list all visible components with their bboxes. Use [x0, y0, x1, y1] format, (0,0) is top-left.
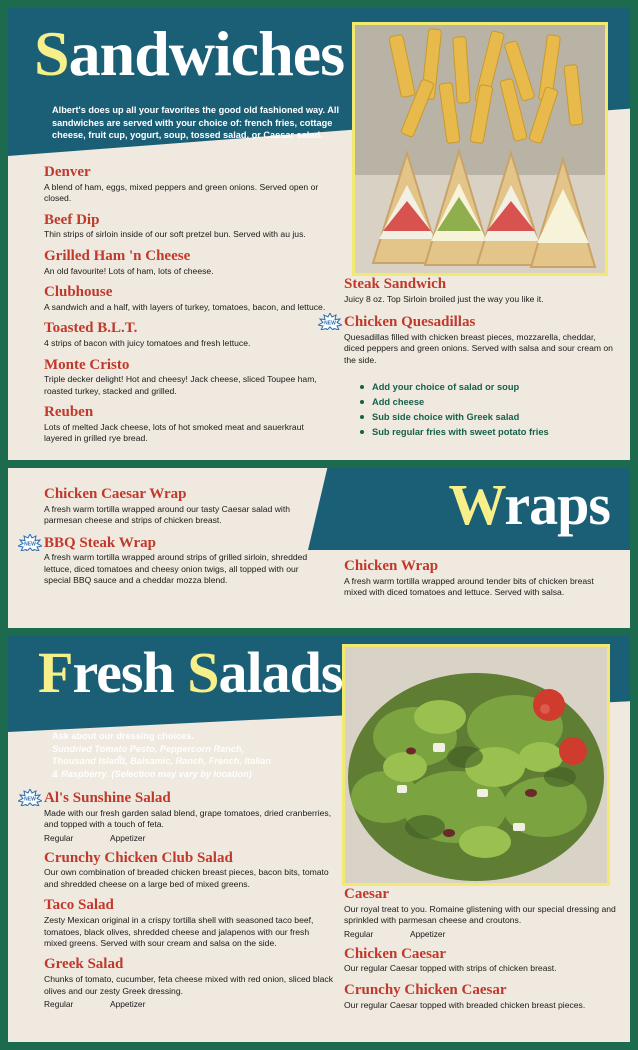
menu-item: [344, 558, 616, 599]
sandwiches-title-rest: andwiches: [68, 18, 345, 89]
salads-left-column: [24, 790, 334, 1016]
salad-photo: [342, 644, 610, 886]
item-desc: Juicy 8 oz. Top Sirloin broiled just the way you like it.: [344, 293, 544, 304]
sandwiches-title: [34, 18, 345, 89]
size-regular: Regular: [44, 998, 74, 1009]
menu-item: [44, 897, 334, 949]
item-desc: Our regular Caesar topped with strips of chicken breast.: [344, 963, 557, 974]
menu-item: [44, 404, 326, 445]
salads-right-column: [344, 886, 616, 1018]
item-name: Clubhouse: [44, 284, 113, 301]
menu-item: [344, 946, 616, 975]
item-name: BBQ Steak Wrap: [44, 534, 156, 551]
menu-item: [44, 164, 326, 205]
sandwiches-title-cap: S: [34, 18, 69, 89]
menu-item: [324, 314, 614, 366]
menu-item: [44, 357, 326, 398]
item-name: Chicken Quesadillas: [344, 314, 476, 331]
sandwich-photo-illustration: [355, 25, 605, 273]
item-desc: A sandwich and a half, with layers of turkey, tomatoes, bacon, and lettuce.: [44, 301, 326, 312]
sandwiches-left-column: [44, 164, 326, 452]
section-salads: [8, 636, 630, 1042]
menu-item: [44, 284, 326, 313]
item-name: Chicken Wrap: [344, 558, 439, 574]
item-desc: 4 strips of bacon with juicy tomatoes and fresh lettuce.: [44, 338, 251, 349]
item-name: Monte Cristo: [44, 356, 130, 373]
blurb-line: Thousand Island, Balsamic, Ranch, French, Italian: [52, 756, 272, 767]
sandwiches-right-column: [324, 276, 614, 373]
item-desc: Our regular Caesar topped with breaded chicken breast pieces.: [344, 999, 586, 1010]
size-appetizer: Appetizer: [110, 998, 146, 1009]
new-badge-icon: [18, 534, 42, 551]
item-desc: Chunks of tomato, cucumber, feta cheese mixed with red onion, sliced black olives and our zesty Greek dressing.: [44, 974, 333, 996]
new-badge-icon: [18, 789, 42, 806]
size-appetizer: Appetizer: [110, 832, 146, 843]
item-name: Steak Sandwich: [344, 276, 447, 292]
menu-item: [24, 790, 334, 843]
wraps-title: [448, 472, 610, 537]
svg-text:NEW: NEW: [24, 541, 36, 548]
addon-item: Add your choice of salad or soup: [360, 382, 610, 392]
wraps-right-column: [344, 558, 616, 606]
salads-dressing-blurb: [52, 730, 322, 781]
item-desc: A fresh warm tortilla wrapped around our tasty Caesar salad with parmesan cheese and strips of chicken breast.: [44, 503, 290, 526]
section-sandwiches: [8, 8, 630, 460]
item-desc: Made with our fresh garden salad blend, grape tomatoes, dried cranberries, and topped with a touch of feta.: [44, 807, 332, 830]
item-desc: Our own combination of breaded chicken breast pieces, bacon bits, tomato and shredded cheese on a large bed of mixed greens.: [44, 867, 329, 889]
item-name: Grilled Ham 'n Cheese: [44, 247, 191, 264]
menu-item: [44, 850, 334, 891]
item-name: Crunchy Chicken Club Salad: [44, 849, 233, 866]
size-options: [344, 929, 616, 939]
item-name: Beef Dip: [44, 211, 100, 228]
addon-item: Sub side choice with Greek salad: [360, 412, 610, 422]
size-options: [44, 833, 334, 843]
item-name: Greek Salad: [44, 956, 124, 973]
item-name: Toasted B.L.T.: [44, 320, 138, 337]
menu-item: [24, 534, 324, 587]
svg-text:NEW: NEW: [324, 320, 336, 327]
salads-title-cap1: F: [38, 640, 73, 705]
item-desc: A blend of ham, eggs, mixed peppers and green onions. Served open or closed.: [44, 181, 319, 204]
blurb-line: Sundried Tomato Pesto, Peppercorn Ranch,: [52, 743, 245, 754]
wraps-title-cap: W: [448, 472, 505, 537]
item-name: Denver: [44, 164, 91, 180]
salads-title-cap2: S: [187, 640, 219, 705]
size-regular: Regular: [344, 928, 374, 939]
svg-text:NEW: NEW: [24, 796, 36, 803]
item-name: Crunchy Chicken Caesar: [344, 981, 507, 998]
new-badge-icon: [318, 313, 342, 330]
wraps-title-rest: raps: [504, 472, 610, 537]
item-desc: Lots of melted Jack cheese, lots of hot smoked meat and sauerkraut layered in grilled rye bread.: [44, 421, 304, 444]
sandwiches-addons-list: [360, 382, 610, 442]
wraps-left-column: [24, 486, 324, 594]
menu-item: [44, 486, 324, 527]
item-desc: An old favourite! Lots of ham, lots of cheese.: [44, 265, 214, 276]
item-desc: A fresh warm tortilla wrapped around strips of grilled sirloin, shredded lettuce, diced tomatoes and cheesy onion twigs, all topped with our special BBQ sauce and a cheddar mozza blend.: [44, 552, 308, 586]
size-regular: Regular: [44, 832, 74, 843]
salads-title-rest: alads: [218, 640, 343, 705]
menu-item: [344, 982, 616, 1011]
blurb-line: & Raspberry. (Selection may vary by location): [52, 769, 252, 780]
item-name: Chicken Caesar Wrap: [44, 486, 187, 502]
menu-item: [44, 320, 326, 349]
menu-item: [44, 956, 334, 1009]
item-desc: Quesadillas filled with chicken breast pieces, mozzarella, cheddar, diced peppers and green onions. Served with salsa and sour cream on the side.: [344, 332, 613, 365]
item-desc: Triple decker delight! Hot and cheesy! Jack cheese, sliced Toupee ham, roasted turkey, stacked and grilled.: [44, 374, 317, 396]
size-appetizer: Appetizer: [410, 928, 446, 939]
menu-item: [44, 248, 326, 277]
item-name: Chicken Caesar: [344, 945, 447, 962]
item-desc: Our royal treat to you. Romaine glistening with our special dressing and sprinkled with parmesan cheese and croutons.: [344, 903, 616, 926]
menu-item: [344, 886, 616, 939]
item-desc: Thin strips of sirloin inside of our soft pretzel bun. Served with au jus.: [44, 229, 306, 240]
item-name: Reuben: [44, 404, 94, 421]
blurb-line: Ask about our dressing choices.: [52, 731, 194, 741]
item-name: Taco Salad: [44, 897, 114, 914]
salad-photo-illustration: [345, 647, 607, 883]
menu-item: [344, 276, 614, 305]
addon-item: Add cheese: [360, 397, 610, 407]
item-name: Caesar: [344, 886, 389, 902]
item-desc: Zesty Mexican original in a crispy tortilla shell with seasoned taco beef, tomatoes, black olives, shredded cheese and jalapenos with our fresh mixed greens. Served with sour cream and salsa on the side.: [44, 915, 314, 948]
salads-title-mid: resh: [72, 640, 188, 705]
sandwiches-blurb: Albert's does up all your favorites the good old fashioned way. All sandwiches are served with your choice of: french fries, cottage cheese, fruit cup, yogurt, soup, tossed salad, or Caesar salad.: [52, 105, 340, 141]
addon-item: Sub regular fries with sweet potato fries: [360, 427, 610, 437]
menu-item: [44, 212, 326, 241]
item-name: Al's Sunshine Salad: [44, 790, 171, 806]
item-desc: A fresh warm tortilla wrapped around tender bits of chicken breast mixed with diced tomatoes and lettuce. Served with salsa.: [344, 575, 594, 598]
sandwich-photo: [352, 22, 608, 276]
size-options: [44, 999, 334, 1009]
section-wraps: [8, 468, 630, 628]
salads-title: [38, 640, 343, 705]
